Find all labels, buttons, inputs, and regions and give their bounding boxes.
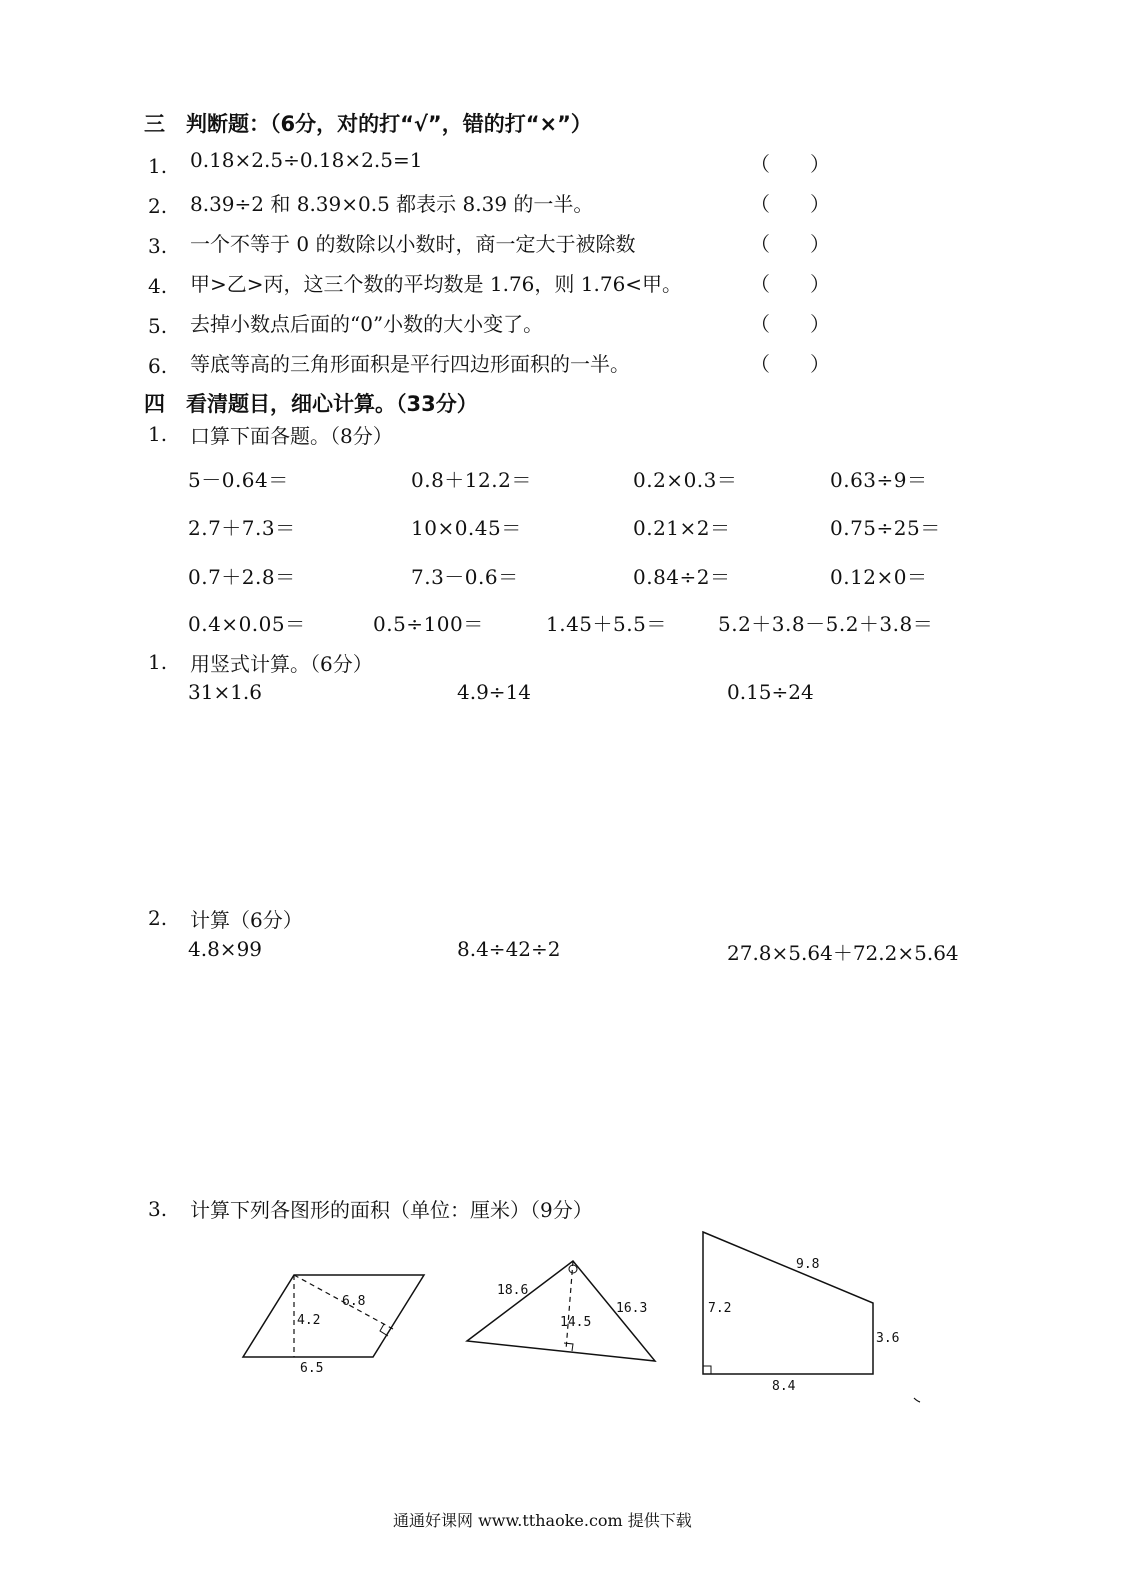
item-number: 4. xyxy=(148,274,168,298)
trapezoid-top-label: 9.8 xyxy=(796,1257,820,1272)
parallelogram-height-label: 4.2 xyxy=(297,1313,321,1328)
calc-item: 4.8×99 xyxy=(188,937,263,961)
calc-item: 8.4÷42÷2 xyxy=(457,937,561,961)
answer-parentheses[interactable]: （ ） xyxy=(750,232,830,256)
triangle-left-label: 18.6 xyxy=(497,1283,529,1298)
judgement-statement: 甲>乙>丙，这三个数的平均数是 1.76，则 1.76<甲。 xyxy=(190,272,683,296)
vertical-item: 0.15÷24 xyxy=(727,680,814,704)
item-number: 6. xyxy=(148,354,168,378)
area-number: 3. xyxy=(148,1197,168,1221)
apex-mark xyxy=(569,1265,577,1273)
oral-item: 5－0.64＝ xyxy=(188,468,289,492)
trapezoid-bottom-label: 8.4 xyxy=(772,1379,796,1394)
oral-item: 0.84÷2＝ xyxy=(633,565,731,589)
calc-number: 2. xyxy=(148,906,168,930)
vertical-item: 31×1.6 xyxy=(188,680,263,704)
section-3-title: 三 判断题：（6分，对的打“√”，错的打“×”） xyxy=(144,112,592,136)
judgement-statement: 去掉小数点后面的“0”小数的大小变了。 xyxy=(190,312,544,336)
triangle-height-line xyxy=(566,1261,573,1350)
oral-item: 0.75÷25＝ xyxy=(830,516,941,540)
oral-item: 0.21×2＝ xyxy=(633,516,731,540)
answer-parentheses[interactable]: （ ） xyxy=(750,152,830,176)
oral-title: 口算下面各题。（8分） xyxy=(190,424,393,448)
vertical-number: 1. xyxy=(148,650,168,674)
oral-item: 0.7＋2.8＝ xyxy=(188,565,296,589)
oral-item: 5.2＋3.8－5.2＋3.8＝ xyxy=(718,612,934,636)
answer-parentheses[interactable]: （ ） xyxy=(750,352,830,376)
oral-item: 0.4×0.05＝ xyxy=(188,612,306,636)
judgement-statement: 8.39÷2 和 8.39×0.5 都表示 8.39 的一半。 xyxy=(190,192,594,216)
answer-parentheses[interactable]: （ ） xyxy=(750,312,830,336)
judgement-statement: 一个不等于 0 的数除以小数时，商一定大于被除数 xyxy=(190,232,636,256)
trapezoid-left-label: 7.2 xyxy=(708,1301,732,1316)
oral-item: 0.12×0＝ xyxy=(830,565,928,589)
oral-item: 10×0.45＝ xyxy=(411,516,522,540)
parallelogram-shape xyxy=(243,1275,424,1357)
right-angle-mark xyxy=(564,1343,573,1351)
calc-item: 27.8×5.64＋72.2×5.64 xyxy=(727,941,959,965)
answer-parentheses[interactable]: （ ） xyxy=(750,272,830,296)
vertical-item: 4.9÷14 xyxy=(457,680,532,704)
oral-item: 0.2×0.3＝ xyxy=(633,468,738,492)
triangle-height-label: 14.5 xyxy=(560,1315,592,1330)
trapezoid-right-label: 3.6 xyxy=(876,1331,900,1346)
oral-item: 0.63÷9＝ xyxy=(830,468,928,492)
triangle-figure xyxy=(467,1261,655,1361)
section-4-title: 四 看清题目，细心计算。（33分） xyxy=(144,392,478,416)
oral-item: 0.5÷100＝ xyxy=(373,612,484,636)
calc-title: 计算（6分） xyxy=(190,908,303,932)
triangle-right-label: 16.3 xyxy=(616,1301,648,1316)
vertical-title: 用竖式计算。（6分） xyxy=(190,652,373,676)
answer-parentheses[interactable]: （ ） xyxy=(750,192,830,216)
item-number: 3. xyxy=(148,234,168,258)
right-angle-mark xyxy=(703,1366,711,1374)
parallelogram-slant-label: 6.8 xyxy=(342,1294,366,1309)
oral-item: 1.45＋5.5＝ xyxy=(546,612,667,636)
judgement-statement: 等底等高的三角形面积是平行四边形面积的一半。 xyxy=(190,352,630,376)
item-number: 2. xyxy=(148,194,168,218)
area-title: 计算下列各图形的面积（单位：厘米）（9分） xyxy=(190,1198,593,1222)
parallelogram-figure xyxy=(243,1275,424,1376)
item-number: 1. xyxy=(148,154,168,178)
parallelogram-base-label: 6.5 xyxy=(300,1361,324,1376)
judgement-statement: 0.18×2.5÷0.18×2.5=1 xyxy=(190,148,423,172)
trapezoid-figure xyxy=(703,1232,920,1402)
footer: 通通好课网 www.tthaoke.com 提供下载 xyxy=(393,1511,692,1530)
item-number: 5. xyxy=(148,314,168,338)
oral-number: 1. xyxy=(148,422,168,446)
oral-item: 7.3－0.6＝ xyxy=(411,565,519,589)
stray-mark xyxy=(914,1398,920,1402)
oral-item: 2.7＋7.3＝ xyxy=(188,516,296,540)
oral-item: 0.8＋12.2＝ xyxy=(411,468,532,492)
